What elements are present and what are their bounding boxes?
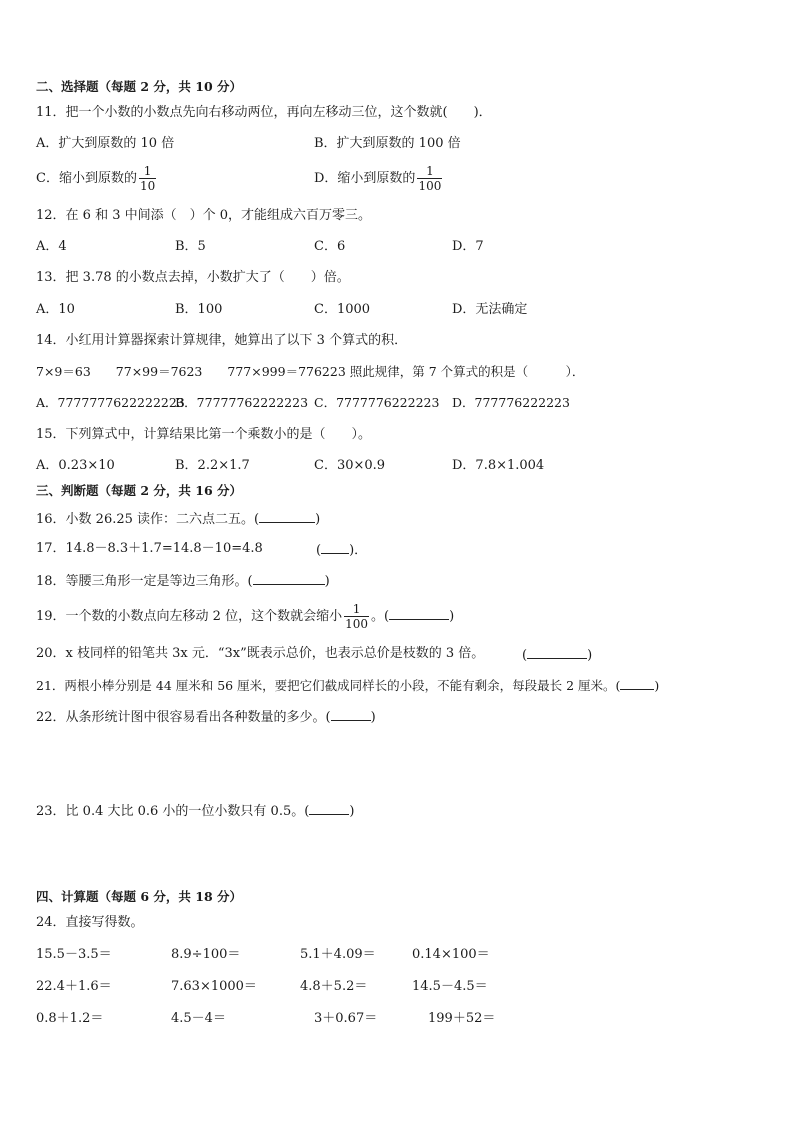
calc-item: 7.63×1000＝: [171, 979, 257, 994]
option-text: D．缩小到原数的: [314, 171, 416, 186]
answer-blank[interactable]: [620, 676, 654, 690]
calc-item: 0.8＋1.2＝: [36, 1011, 104, 1026]
question-12-stem: 12．在 6 和 3 中间添（ ）个 0，才能组成六百万零三。: [36, 208, 372, 223]
fraction: [344, 602, 369, 631]
question-13-stem: 13．把 3.78 的小数点去掉，小数扩大了（ ）倍。: [36, 270, 350, 285]
question-text: 18．等腰三角形一定是等边三角形。(: [36, 574, 253, 589]
question-22: [36, 707, 376, 727]
question-21: [36, 676, 659, 695]
question-15-option-c: C．30×0.9: [314, 458, 386, 473]
calc-item: 4.5－4＝: [171, 1011, 226, 1026]
answer-blank[interactable]: [321, 540, 349, 554]
section-heading-choice: 二、选择题（每题 2 分，共 10 分）: [36, 79, 243, 94]
question-14-stem: 14．小红用计算器探索计算规律，她算出了以下 3 个算式的积．: [36, 333, 408, 348]
question-14-formula: 7×9＝63 77×99＝7623 777×999＝776223 照此规律，第 7 个算式的积是（ ）．: [36, 364, 585, 379]
calc-item: 14.5－4.5＝: [412, 979, 488, 994]
question-15-option-a: A．0.23×10: [36, 458, 115, 473]
question-11-option-c: [36, 160, 158, 198]
calc-item: 8.9÷100＝: [171, 947, 241, 962]
denominator: 10: [139, 179, 156, 193]
bracket-close: ): [370, 710, 376, 725]
bracket-close: ): [587, 648, 593, 663]
question-20-answer: [522, 645, 592, 665]
question-14-option-d: D．777776222223: [452, 395, 570, 410]
answer-blank[interactable]: [331, 707, 371, 721]
section-heading-judge: 三、判断题（每题 2 分，共 16 分）: [36, 483, 243, 498]
denominator: 100: [345, 617, 368, 631]
question-12-option-d: D．7: [452, 239, 484, 254]
question-15-option-d: D．7.8×1.004: [452, 458, 545, 473]
calc-item: 3＋0.67＝: [314, 1011, 378, 1026]
question-13-option-b: B．100: [175, 302, 223, 317]
numerator: 1: [352, 602, 361, 616]
question-11-option-b: B．扩大到原数的 100 倍: [314, 136, 461, 151]
numerator: 1: [426, 164, 434, 178]
answer-blank[interactable]: [389, 606, 449, 620]
bracket-close: ): [349, 804, 355, 819]
question-text: 23．比 0.4 大比 0.6 小的一位小数只有 0.5。(: [36, 804, 310, 819]
question-text: 19．一个数的小数点向左移动 2 位，这个数就会缩小: [36, 609, 343, 624]
bracket-close: ): [449, 609, 455, 624]
question-19: [36, 598, 454, 636]
question-18: [36, 571, 330, 591]
option-text: C．缩小到原数的: [36, 171, 137, 186]
question-15-stem: 15．下列算式中，计算结果比第一个乘数小的是（ ）。: [36, 427, 372, 442]
numerator: 1: [143, 164, 152, 178]
question-17-text: 17．14.8－8.3＋1.7=14.8－10=4.8: [36, 541, 263, 556]
question-14-option-b: B．77777762222223: [175, 395, 309, 410]
question-23: [36, 801, 354, 821]
answer-blank[interactable]: [309, 801, 349, 815]
question-11-stem: 11．把一个小数的小数点先向右移动两位，再向左移动三位，这个数就( )．: [36, 105, 492, 120]
question-text: 22．从条形统计图中很容易看出各种数量的多少。(: [36, 710, 331, 725]
answer-blank[interactable]: [253, 571, 325, 585]
bracket-open: (: [316, 543, 322, 558]
calc-item: 15.5－3.5＝: [36, 947, 112, 962]
calc-item: 0.14×100＝: [412, 947, 490, 962]
answer-blank[interactable]: [527, 645, 587, 659]
question-11-option-a: A．扩大到原数的 10 倍: [36, 136, 175, 151]
fraction: [139, 164, 156, 193]
question-12-option-c: C．6: [314, 239, 346, 254]
question-12-option-b: B．5: [175, 239, 206, 254]
bracket-close: ): [315, 512, 321, 527]
bracket-open: (: [522, 648, 528, 663]
question-14-option-c: C．7777776222223: [314, 395, 440, 410]
bracket-close: )．: [349, 543, 368, 558]
calc-item: 5.1＋4.09＝: [300, 947, 376, 962]
question-11-option-d: [314, 160, 444, 198]
calc-item: 22.4＋1.6＝: [36, 979, 112, 994]
question-16: [36, 509, 320, 529]
calc-item: 4.8＋5.2＝: [300, 979, 368, 994]
question-24-stem: 24．直接写得数。: [36, 915, 144, 930]
question-13-option-d: D．无法确定: [452, 302, 528, 317]
question-14-option-a: A．7777777622222223: [36, 395, 185, 410]
question-text-end: 。(: [370, 609, 390, 624]
question-12-option-a: A．4: [36, 239, 67, 254]
section-heading-calc: 四、计算题（每题 6 分，共 18 分）: [36, 889, 243, 904]
question-text: 21．两根小棒分别是 44 厘米和 56 厘米，要把它们截成同样长的小段，不能有剩余，每段最长 2 厘米。(: [36, 678, 621, 693]
bracket-close: ): [654, 678, 660, 693]
bracket-close: ): [324, 574, 330, 589]
question-text: 16．小数 26.25 读作：二六点二五。(: [36, 512, 260, 527]
question-15-option-b: B．2.2×1.7: [175, 458, 250, 473]
question-13-option-a: A．10: [36, 302, 75, 317]
denominator: 100: [418, 179, 442, 193]
fraction: [417, 164, 442, 193]
question-20-text: 20．x 枝同样的铅笔共 3x 元．“3x”既表示总价，也表示总价是枝数的 3 倍。: [36, 646, 485, 661]
question-13-option-c: C．1000: [314, 302, 371, 317]
answer-blank[interactable]: [259, 509, 315, 523]
question-17-answer: [316, 540, 367, 560]
calc-item: 199＋52＝: [428, 1011, 496, 1026]
